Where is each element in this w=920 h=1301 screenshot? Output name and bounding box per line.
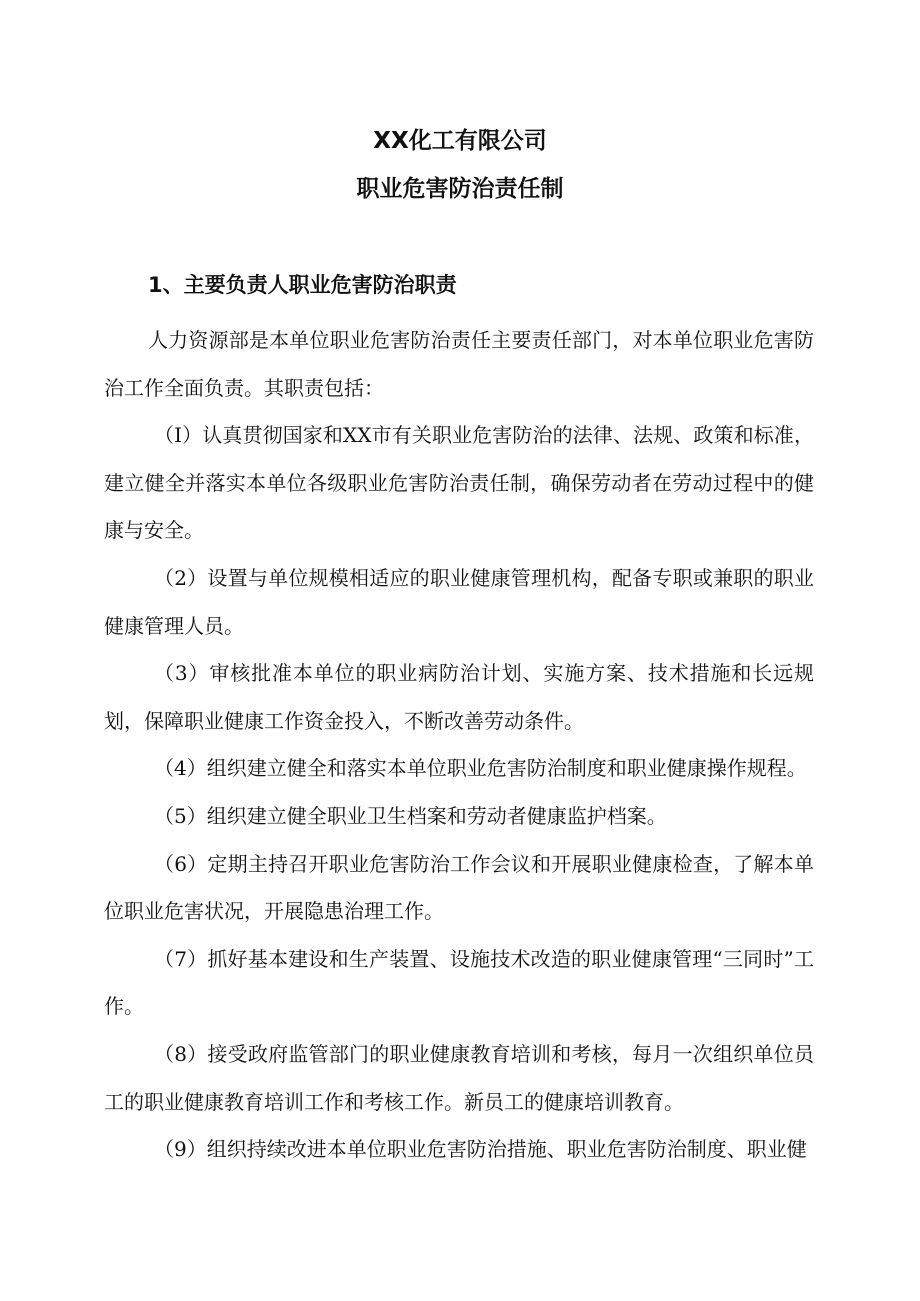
document-title: 职业危害防治责任制 — [356, 176, 564, 202]
duty-item-7: （7）抓好基本建设和生产装置、设施技术改造的职业健康管理“三同时”工作。 — [104, 946, 814, 1019]
company-title: XX化工有限公司 — [373, 128, 547, 154]
section-heading: 1、主要负责人职业危害防治职责 — [148, 273, 457, 297]
duty-item-8: （8）接受政府监管部门的职业健康教育培训和考核，每月一次组织单位员工的职业健康教育培训工作和考核工作。新员工的健康培训教育。 — [104, 1041, 814, 1114]
duty-item-4: （4）组织建立健全和落实本单位职业危害防治制度和职业健康操作规程。 — [154, 756, 807, 781]
document-body — [104, 317, 814, 1174]
intro-paragraph: 人力资源部是本单位职业危害防治责任主要责任部门，对本单位职业危害防治工作全面负责。其职责包括： — [104, 328, 814, 400]
duty-item-1: （I）认真贯彻国家和XX市有关职业危害防治的法律、法规、政策和标准，建立健全并落实本单位各级职业危害防治责任制，确保劳动者在劳动过程中的健康与安全。 — [104, 423, 814, 543]
duty-item-3: （3）审核批准本单位的职业病防治计划、实施方案、技术措施和长远规划，保障职业健康工作资金投入，不断改善劳动条件。 — [104, 661, 814, 733]
duty-item-2: （2）设置与单位规模相适应的职业健康管理机构，配备专职或兼职的职业健康管理人员。 — [104, 565, 814, 638]
duty-item-6: （6）定期主持召开职业危害防治工作会议和开展职业健康检查，了解本单位职业危害状况，开展隐患治理工作。 — [104, 851, 814, 924]
duty-item-9: （9）组织持续改进本单位职业危害防治措施、职业危害防治制度、职业健 — [154, 1137, 807, 1162]
duty-item-5: （5）组织建立健全职业卫生档案和劳动者健康监护档案。 — [154, 803, 667, 828]
